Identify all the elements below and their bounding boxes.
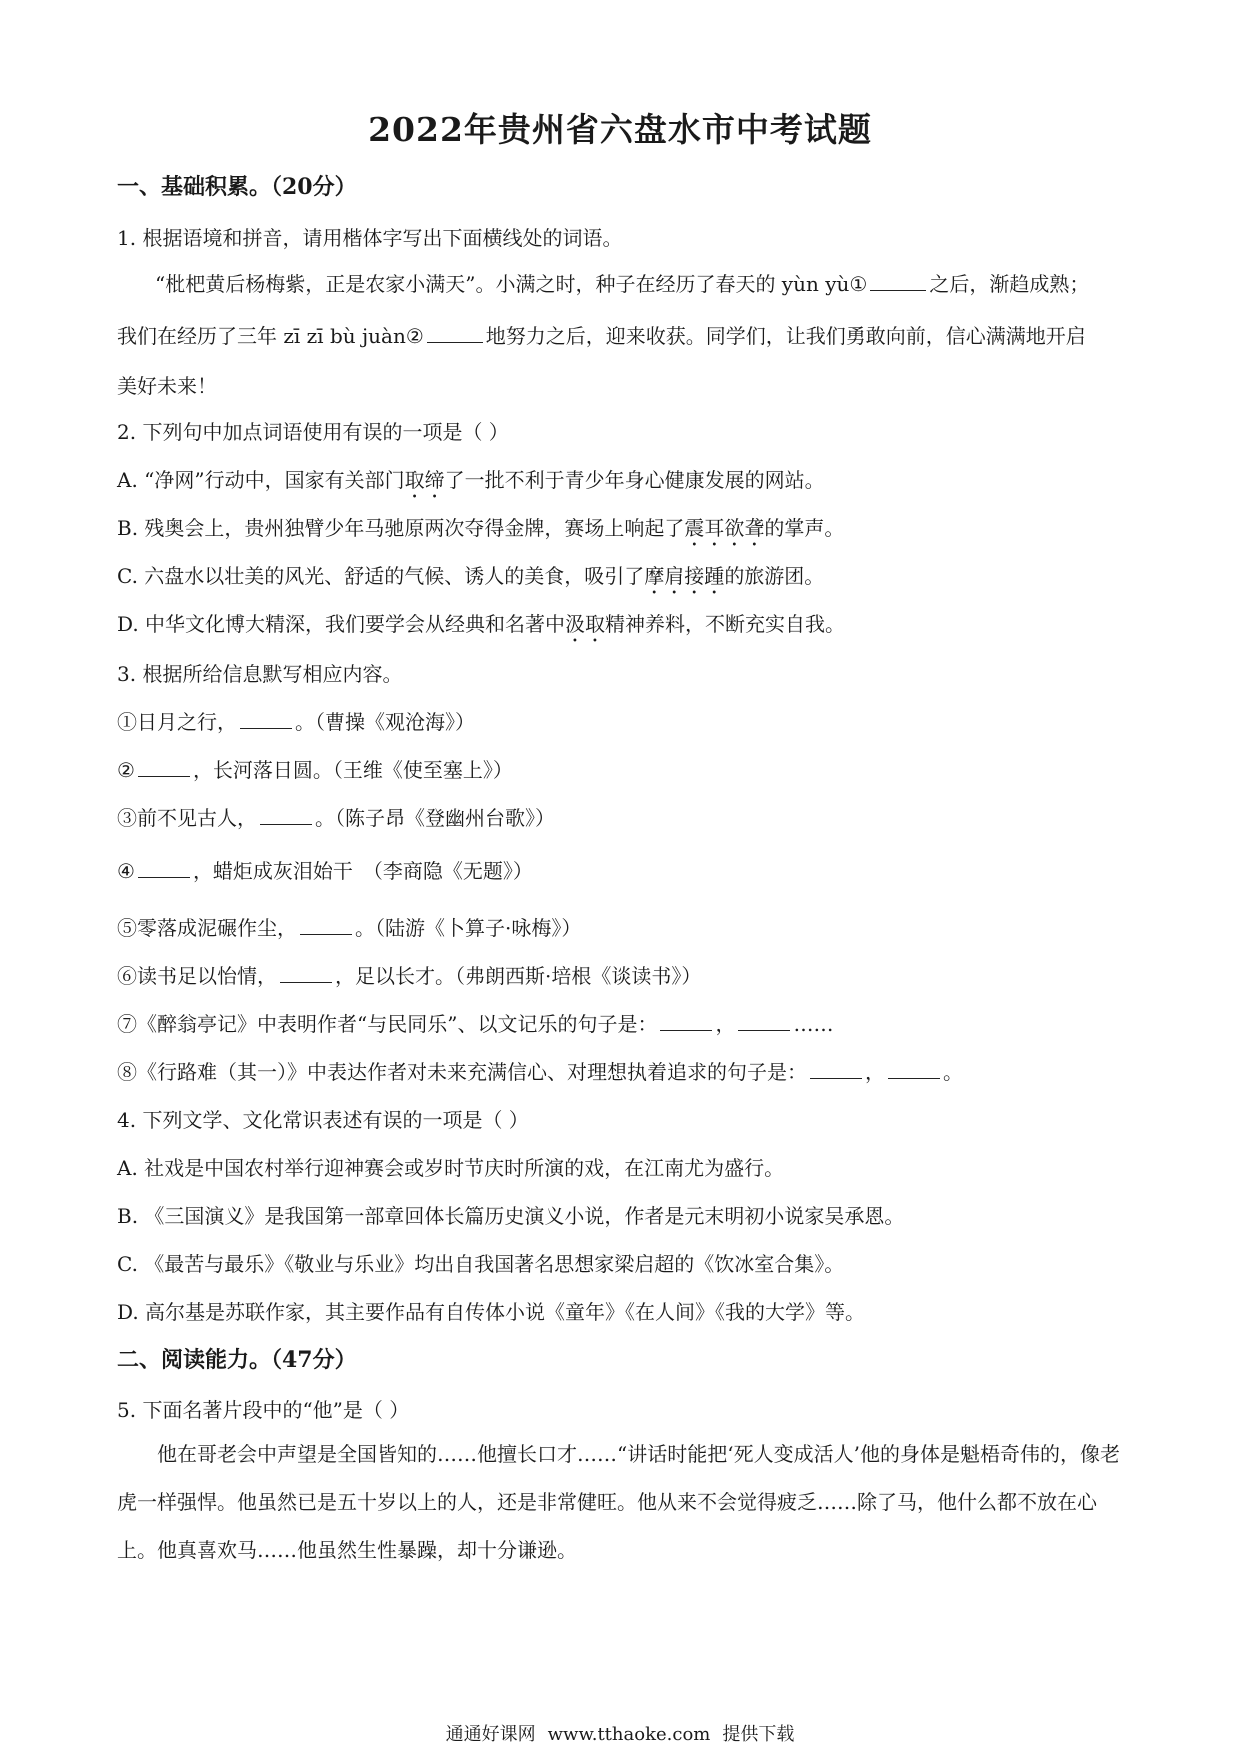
question-5-passage: 他在哥老会中声望是全国皆知的……他擅长口才……“讲话时能把‘死人变成活人’他的身体是魁梧奇伟的，像老虎一样强悍。他虽然已是五十岁以上的人，还是非常健旺。他从来不会觉得疲乏……除了马，他什么都不放在心上。他真喜欢马……他虽然生性暴躁，却十分谦逊。 <box>117 1442 1120 1562</box>
question-3-item-8 <box>117 1056 963 1085</box>
answer-blank[interactable] <box>810 1077 862 1079</box>
dotted-word: 汲取 <box>565 612 606 636</box>
item-text: 。（陈子昂《登幽州台歌》） <box>315 806 555 830</box>
item-text: ⑥读书足以怡情， <box>117 964 277 988</box>
item-text: …… <box>793 1012 834 1036</box>
answer-blank[interactable] <box>138 876 190 878</box>
option-text: 了一批不利于青少年身心健康发展的网站。 <box>444 468 825 492</box>
section-heading-2: 二、阅读能力。（47分） <box>117 1347 357 1373</box>
footer-site-name: 通通好课网 <box>445 1724 536 1745</box>
item-text: ③前不见古人， <box>117 806 257 830</box>
option-text: D. 中华文化博大精深，我们要学会从经典和名著中 <box>117 612 566 636</box>
question-3-item-3 <box>117 802 555 831</box>
question-2-option-d <box>117 608 845 647</box>
item-text: ，蜡炬成灰泪始干 （李商隐《无题》） <box>192 859 533 883</box>
item-text: ⑧《行路难（其一）》中表达作者对未来充满信心、对理想执着追求的句子是： <box>117 1060 807 1084</box>
question-4-option-a: A. 社戏是中国农村举行迎神赛会或岁时节庆时所演的戏，在江南尤为盛行。 <box>117 1156 785 1180</box>
question-3-stem: 3. 根据所给信息默写相应内容。 <box>117 662 403 686</box>
item-text: ⑦《醉翁亭记》中表明作者“与民同乐”、以文记乐的句子是： <box>117 1012 658 1036</box>
dotted-word: 摩肩接踵 <box>644 564 725 588</box>
item-text: 。 <box>943 1060 963 1084</box>
question-5-stem: 5. 下面名著片段中的“他”是（ ） <box>117 1398 410 1422</box>
section-heading-1: 一、基础积累。（20分） <box>117 174 357 200</box>
item-text: ② <box>117 758 135 782</box>
option-text: B. 残奥会上，贵州独臂少年马驰原两次夺得金牌，赛场上响起了 <box>117 516 685 540</box>
question-4-option-b: B. 《三国演义》是我国第一部章回体长篇历史演义小说，作者是元末明初小说家吴承恩。 <box>117 1204 905 1228</box>
answer-blank[interactable] <box>260 823 312 825</box>
answer-blank[interactable] <box>738 1029 790 1031</box>
option-text: A. “净网”行动中，国家有关部门 <box>117 468 405 492</box>
option-text: 的旅游团。 <box>724 564 825 588</box>
footer-url[interactable]: www.tthaoke.com <box>547 1724 711 1745</box>
q1-text: 之后，渐趋成熟； <box>929 272 1090 296</box>
q1-text: “枇杷黄后杨梅紫，正是农家小满天”。小满之时，种子在经历了春天的 yùn yù① <box>155 272 868 296</box>
page-footer <box>0 1720 1240 1746</box>
page-title: 2022年贵州省六盘水市中考试题 <box>368 110 872 149</box>
item-text: ①日月之行， <box>117 710 237 734</box>
answer-blank[interactable] <box>660 1029 712 1031</box>
question-3-item-5 <box>117 912 581 941</box>
item-text: ，足以长才。（弗朗西斯·培根《谈读书》） <box>335 964 702 988</box>
option-text: C. 六盘水以壮美的风光、舒适的气候、诱人的美食，吸引了 <box>117 564 645 588</box>
question-1-line-3: 美好未来！ <box>117 374 217 398</box>
dotted-word: 取缔 <box>404 468 445 492</box>
item-text: ④ <box>117 859 135 883</box>
item-text: ⑤零落成泥碾作尘， <box>117 916 297 940</box>
item-text: 。（陆游《卜算子·咏梅》） <box>355 916 582 940</box>
question-2-stem: 2. 下列句中加点词语使用有误的一项是（ ） <box>117 420 509 444</box>
answer-blank[interactable] <box>280 981 332 983</box>
answer-blank[interactable] <box>888 1077 940 1079</box>
question-4-stem: 4. 下列文学、文化常识表述有误的一项是（ ） <box>117 1108 529 1132</box>
question-3-item-4 <box>117 855 533 884</box>
option-text: 的掌声。 <box>764 516 845 540</box>
question-2-option-c <box>117 560 824 599</box>
question-3-item-7 <box>117 1008 833 1037</box>
q1-text: 我们在经历了三年 zī zī bù juàn② <box>117 324 424 348</box>
answer-blank[interactable] <box>870 289 926 291</box>
question-1-line-1 <box>155 268 1089 297</box>
question-4-option-d: D. 高尔基是苏联作家，其主要作品有自传体小说《童年》《在人间》《我的大学》等。 <box>117 1300 866 1324</box>
answer-blank[interactable] <box>240 727 292 729</box>
question-1-stem: 1. 根据语境和拼音，请用楷体字写出下面横线处的词语。 <box>117 226 623 250</box>
answer-blank[interactable] <box>300 933 352 935</box>
question-4-option-c: C. 《最苦与最乐》《敬业与乐业》均出自我国著名思想家梁启超的《饮冰室合集》。 <box>117 1252 845 1276</box>
question-3-item-2 <box>117 754 513 783</box>
question-2-option-a <box>117 464 825 503</box>
question-1-line-2 <box>117 320 1086 349</box>
footer-tail: 提供下载 <box>722 1724 795 1745</box>
question-3-item-1 <box>117 706 475 735</box>
q1-text: 地努力之后，迎来收获。同学们，让我们勇敢向前，信心满满地开启 <box>485 324 1086 348</box>
option-text: 精神养料，不断充实自我。 <box>605 612 846 636</box>
question-2-option-b <box>117 512 844 551</box>
item-text: ，长河落日圆。（王维《使至塞上》） <box>192 758 513 782</box>
answer-blank[interactable] <box>427 341 483 343</box>
item-text: 。（曹操《观沧海》） <box>295 710 475 734</box>
item-text: ， <box>865 1060 885 1084</box>
answer-blank[interactable] <box>138 775 190 777</box>
question-3-item-6 <box>117 960 701 989</box>
dotted-word: 震耳欲聋 <box>684 516 765 540</box>
item-text: ， <box>715 1012 736 1036</box>
